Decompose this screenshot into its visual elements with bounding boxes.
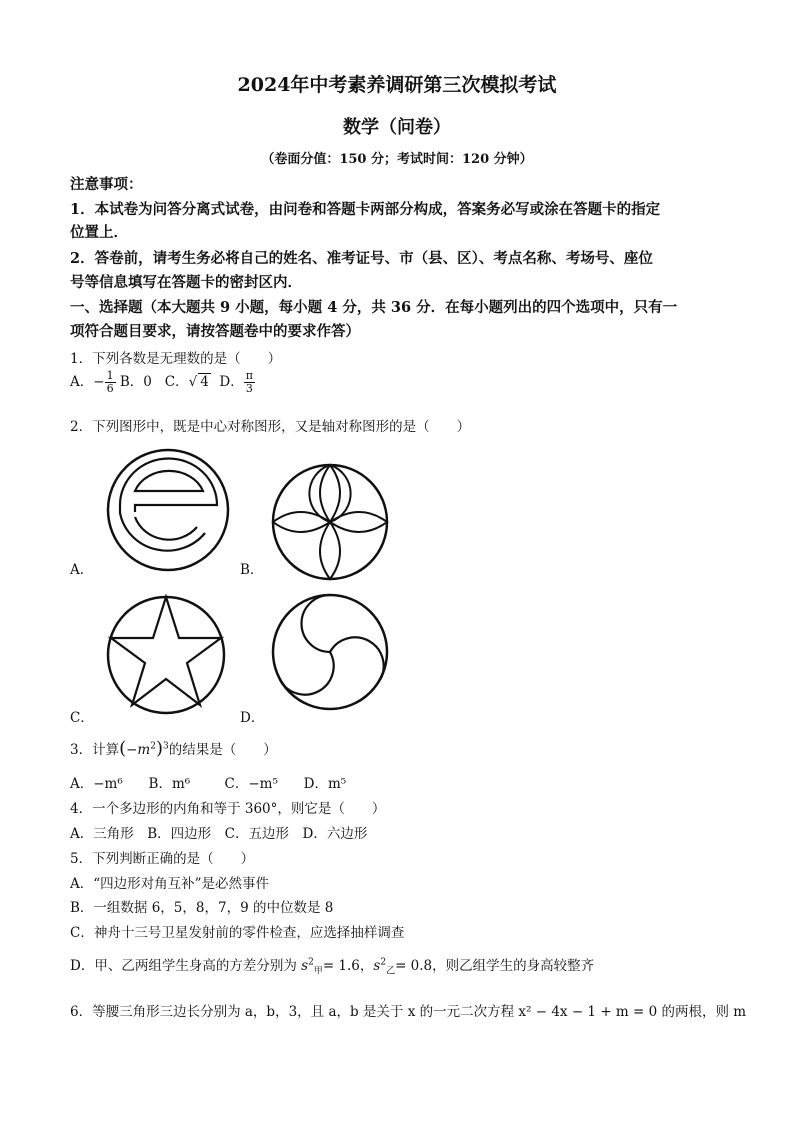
q5-d-s2: s: [373, 958, 381, 974]
q5-d-sub1: 甲: [313, 966, 323, 977]
q3-expr-outer-exp: 3: [163, 741, 169, 752]
notice-item1-line2: 位置上．: [70, 224, 128, 241]
section1-line2: 项符合题目要求，请按答题卷中的要求作答）: [70, 323, 360, 340]
q4-options: A．三角形 B．四边形 C．五边形 D．六边形: [70, 826, 368, 842]
q2-figure-d-swirl: [270, 592, 390, 712]
q6-stem: 6．等腰三角形三边长分别为 a，b，3，且 a，b 是关于 x 的一元二次方程 x² − 4x − 1 + m = 0 的两根，则 m: [70, 1004, 747, 1020]
notice-heading: 注意事项：: [70, 176, 143, 193]
sqrt-icon: √: [188, 374, 198, 390]
q3-options: [70, 772, 346, 792]
notice-item2-line1: 2．答卷前，请考生务必将自己的姓名、准考证号、市（县、区）、考点名称、考场号、座位: [70, 250, 653, 267]
exam-meta: （卷面分值：150 分；考试时间：120 分钟）: [261, 152, 533, 167]
q1-d-denominator: 3: [245, 382, 253, 395]
q5-d-sub2: 乙: [386, 966, 396, 977]
q1-d-numerator: π: [245, 369, 253, 382]
notice-item1-line1: 1．本试卷为问答分离式试卷，由问卷和答题卡两部分构成，答案务必写或涂在答题卡的指定: [70, 201, 661, 218]
q5-option-c: C．神舟十三号卫星发射前的零件检查，应选择抽样调查: [70, 925, 405, 941]
q3-stem-pre: 3．计算: [70, 742, 120, 758]
q3-option-d: D．m⁵: [303, 776, 347, 792]
exam-subtitle: 数学（问卷）: [343, 117, 451, 138]
section1-line1: 一、选择题（本大题共 9 小题，每小题 4 分，共 36 分．在每小题列出的四个选项中，只有一: [70, 299, 678, 316]
q5-option-d: D．甲、乙两组学生身高的方差分别为 $s^2_甲= 1.6$，$s^2_乙= 0.8$，则乙组学生的身高较整齐: [70, 957, 595, 977]
q5-d-val1: = 1.6: [322, 958, 360, 974]
q2-figure-b-petals: [270, 462, 390, 582]
q5-option-a: A．“四边形对角互补”是必然事件: [70, 876, 270, 892]
notice-item2-line2: 号等信息填写在答题卡的密封区内．: [70, 274, 302, 291]
q1-option-a-sign: −: [93, 374, 105, 390]
q2-figure-a-e-shape: [105, 447, 231, 573]
q5-d-post: ，则乙组学生的身高较整齐: [432, 958, 595, 974]
q5-d-val2: = 0.8: [395, 958, 433, 974]
q1-option-d-fraction: [244, 370, 255, 395]
q3-option-c: C．−m⁵: [224, 776, 278, 792]
q1-option-d-label: D．: [219, 374, 244, 390]
q4-stem: 4．一个多边形的内角和等于 360°，则它是（ ）: [70, 801, 386, 817]
q2-option-b: B．: [240, 562, 264, 578]
q2-figure-c-star: [104, 593, 228, 717]
q2-option-a: A．: [70, 562, 94, 578]
q3-expr-base: −m: [126, 742, 151, 758]
q3-expr-inner-exp: 2: [150, 741, 156, 752]
q1-option-c-label: C．: [164, 374, 189, 390]
q3-option-b: B．m⁶: [148, 776, 191, 792]
q1-option-a-fraction: [105, 370, 116, 395]
q5-stem: 5．下列判断正确的是（ ）: [70, 851, 255, 867]
q3-option-a: A．−m⁶: [70, 776, 123, 792]
q1-option-a-label: A．: [70, 374, 94, 390]
q1-c-radicand: 4: [200, 374, 209, 390]
q1-a-denominator: 6: [106, 382, 114, 395]
q5-d-s1: s: [301, 958, 309, 974]
q1-option-b: B．0: [119, 374, 152, 390]
q2-option-c: C．: [70, 710, 94, 726]
q1-stem: 1．下列各数是无理数的是（ ）: [70, 351, 282, 367]
q5-option-b: B．一组数据 6，5，8，7，9 的中位数是 8: [70, 900, 334, 916]
q2-stem: 2．下列图形中，既是中心对称图形，又是轴对称图形的是（ ）: [70, 419, 471, 435]
q3-stem: 3．计算$(-m^2)^3$的结果是（ ）: [70, 738, 277, 759]
q1-options: [70, 370, 255, 395]
q5-d-sep: ，: [359, 958, 374, 974]
q1-a-numerator: 1: [106, 369, 114, 382]
q2-option-d: D．: [240, 710, 265, 726]
q3-stem-post: 的结果是（ ）: [168, 742, 277, 758]
exam-title: 2024年中考素养调研第三次模拟考试: [237, 74, 557, 96]
q5-d-pre: D．甲、乙两组学生身高的方差分别为: [70, 958, 297, 974]
